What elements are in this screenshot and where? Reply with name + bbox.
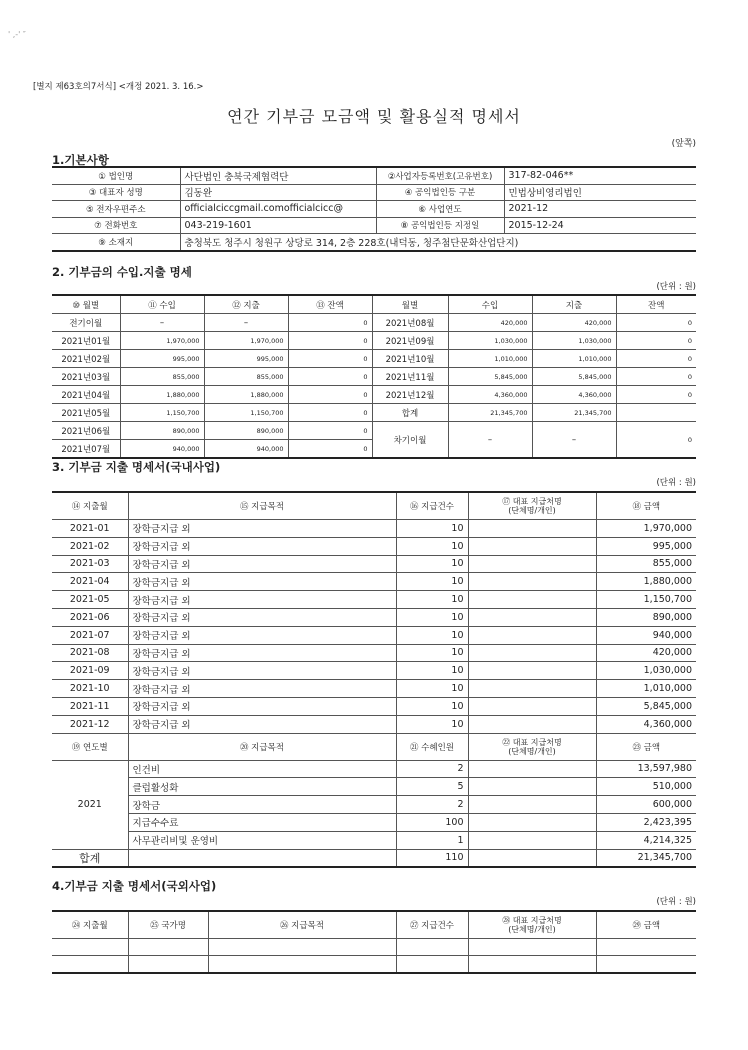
recipient-cell	[468, 813, 596, 831]
month-cell: 2021년06월	[52, 422, 120, 440]
balance-cell: 0	[616, 350, 696, 368]
column-header: 월별	[372, 295, 448, 314]
header-row	[52, 733, 696, 760]
total-label: 합계	[52, 849, 128, 867]
count-cell: 10	[396, 537, 468, 555]
empty-cell	[396, 939, 468, 956]
field-value: 민법상비영리법인	[504, 184, 696, 201]
purpose-cell: 사무관리비및 운영비	[128, 831, 396, 849]
balance-cell: 0	[616, 332, 696, 350]
month-cell: 2021년12월	[372, 386, 448, 404]
section2-heading: 2. 기부금의 수입.지출 명세	[52, 265, 192, 279]
empty-cell	[128, 956, 208, 974]
column-header: ⑬ 잔액	[288, 295, 372, 314]
month-cell: 2021-01	[52, 520, 128, 538]
table-row	[52, 555, 696, 573]
month-cell: 2021-12	[52, 715, 128, 733]
month-cell: 2021년11월	[372, 368, 448, 386]
count-cell: 10	[396, 608, 468, 626]
column-header: 잔액	[616, 295, 696, 314]
header-row	[52, 295, 696, 314]
expense-cell: 420,000	[532, 314, 616, 332]
info-row	[52, 167, 696, 184]
column-header: ⑭ 지출월	[52, 492, 128, 520]
column-header: ⑰ 대표 지급처명 (단체명/개인)	[468, 492, 596, 520]
field-label: ⑥ 사업연도	[376, 201, 504, 218]
basic-info-table	[52, 166, 696, 252]
balance-cell: 0	[288, 440, 372, 459]
table-row	[52, 608, 696, 626]
count-cell: 10	[396, 715, 468, 733]
table-row	[52, 626, 696, 644]
expense-cell: 5,845,000	[532, 368, 616, 386]
year-cell: 2021	[52, 760, 128, 849]
count-cell: 10	[396, 662, 468, 680]
field-value: 김동완	[180, 184, 376, 201]
income-cell: 1,880,000	[120, 386, 204, 404]
expense-cell: 1,970,000	[204, 332, 288, 350]
page-side-label: (앞쪽)	[671, 139, 696, 149]
income-cell: 1,030,000	[448, 332, 532, 350]
amount-cell: 420,000	[596, 644, 696, 662]
table-row	[52, 831, 696, 849]
table-row	[52, 813, 696, 831]
recipient-cell	[468, 796, 596, 814]
overseas-expense-table	[52, 910, 696, 974]
count-cell: 10	[396, 644, 468, 662]
expense-cell: –	[532, 422, 616, 459]
purpose-cell: 장학금지급 외	[128, 608, 396, 626]
amount-cell: 940,000	[596, 626, 696, 644]
expense-cell: 1,030,000	[532, 332, 616, 350]
balance-cell: 0	[288, 404, 372, 422]
count-cell: 2	[396, 760, 468, 778]
recipient-cell	[468, 849, 596, 867]
column-header: ㉕ 국가명	[128, 911, 208, 939]
count-cell: 5	[396, 778, 468, 796]
field-value: 2015-12-24	[504, 217, 696, 234]
amount-cell: 995,000	[596, 537, 696, 555]
month-cell: 2021-03	[52, 555, 128, 573]
total-row	[52, 849, 696, 867]
field-value: 317-82-046**	[504, 167, 696, 184]
empty-cell	[396, 956, 468, 974]
empty-cell	[208, 956, 396, 974]
month-cell: 2021-02	[52, 537, 128, 555]
count-cell: 10	[396, 697, 468, 715]
info-row	[52, 184, 696, 201]
header-row	[52, 911, 696, 939]
field-label: ⑨ 소재지	[52, 234, 180, 251]
table-row	[52, 644, 696, 662]
field-label: ④ 공익법인등 구분	[376, 184, 504, 201]
field-label: ⑤ 전자우편주소	[52, 201, 180, 218]
purpose-cell: 인건비	[128, 760, 396, 778]
column-header: ⑫ 지출	[204, 295, 288, 314]
amount-cell: 510,000	[596, 778, 696, 796]
income-cell: 940,000	[120, 440, 204, 459]
field-value: 충청북도 청주시 청원구 상당로 314, 2층 228호(내덕동, 청주첨단문화산업단지)	[180, 234, 696, 251]
column-header: 수입	[448, 295, 532, 314]
column-header: ㉓ 금액	[596, 733, 696, 760]
amount-cell: 4,214,325	[596, 831, 696, 849]
amount-cell: 5,845,000	[596, 697, 696, 715]
empty-cell	[52, 939, 128, 956]
empty-cell	[596, 939, 696, 956]
recipient-cell	[468, 608, 596, 626]
income-cell: 1,010,000	[448, 350, 532, 368]
table-row	[52, 573, 696, 591]
empty-cell	[596, 956, 696, 974]
table-row	[52, 386, 696, 404]
table-row	[52, 715, 696, 733]
section3-heading: 3. 기부금 지출 명세서(국내사업)	[52, 460, 221, 474]
empty-cell	[128, 939, 208, 956]
month-cell: 합계	[372, 404, 448, 422]
month-cell: 2021-04	[52, 573, 128, 591]
total-count: 110	[396, 849, 468, 867]
month-cell: 2021-05	[52, 591, 128, 609]
amount-cell: 1,880,000	[596, 573, 696, 591]
month-cell: 2021-07	[52, 626, 128, 644]
field-label: ① 법인명	[52, 167, 180, 184]
table-row	[52, 332, 696, 350]
income-cell: 4,360,000	[448, 386, 532, 404]
table-row	[52, 537, 696, 555]
month-cell: 2021년03월	[52, 368, 120, 386]
column-header: ㉗ 지급건수	[396, 911, 468, 939]
month-cell: 차기이월	[372, 422, 448, 459]
table-row	[52, 939, 696, 956]
table-row	[52, 422, 696, 440]
month-cell: 2021-11	[52, 697, 128, 715]
month-cell: 2021년07월	[52, 440, 120, 459]
income-cell: 1,150,700	[120, 404, 204, 422]
column-header: ㉒ 대표 지급처명 (단체명/개인)	[468, 733, 596, 760]
income-cell: 890,000	[120, 422, 204, 440]
balance-cell	[616, 404, 696, 422]
empty-cell	[52, 956, 128, 974]
balance-cell: 0	[288, 368, 372, 386]
section2-unit: (단위 : 원)	[656, 282, 696, 292]
column-header: ㉑ 수혜인원	[396, 733, 468, 760]
income-cell: 995,000	[120, 350, 204, 368]
field-label: ⑦ 전화번호	[52, 217, 180, 234]
purpose-cell: 장학금지급 외	[128, 715, 396, 733]
amount-cell: 1,030,000	[596, 662, 696, 680]
amount-cell: 855,000	[596, 555, 696, 573]
balance-cell: 0	[616, 422, 696, 459]
amount-cell: 1,150,700	[596, 591, 696, 609]
info-row	[52, 234, 696, 251]
month-cell: 2021년05월	[52, 404, 120, 422]
amount-cell: 890,000	[596, 608, 696, 626]
expense-cell: 21,345,700	[532, 404, 616, 422]
recipient-cell	[468, 591, 596, 609]
purpose-cell: 장학금지급 외	[128, 626, 396, 644]
income-expense-table	[52, 294, 696, 459]
table-row	[52, 956, 696, 974]
count-cell: 100	[396, 813, 468, 831]
section1-heading: 1.기본사항	[52, 153, 109, 167]
balance-cell: 0	[288, 350, 372, 368]
table-row	[52, 591, 696, 609]
expense-cell: 855,000	[204, 368, 288, 386]
purpose-cell: 장학금지급 외	[128, 537, 396, 555]
count-cell: 10	[396, 680, 468, 698]
recipient-cell	[468, 760, 596, 778]
recipient-cell	[468, 715, 596, 733]
domestic-expense-table	[52, 491, 696, 868]
count-cell: 1	[396, 831, 468, 849]
balance-cell: 0	[616, 386, 696, 404]
empty-cell	[208, 939, 396, 956]
month-cell: 2021-08	[52, 644, 128, 662]
column-header: ⑱ 금액	[596, 492, 696, 520]
income-cell: 5,845,000	[448, 368, 532, 386]
expense-cell: 4,360,000	[532, 386, 616, 404]
expense-cell: 1,150,700	[204, 404, 288, 422]
column-header: ㉙ 금액	[596, 911, 696, 939]
income-cell: 1,970,000	[120, 332, 204, 350]
month-cell: 전기이월	[52, 314, 120, 332]
field-label: ②사업자등록번호(고유번호)	[376, 167, 504, 184]
balance-cell: 0	[616, 368, 696, 386]
purpose-cell: 장학금지급 외	[128, 573, 396, 591]
column-header: ⑳ 지급목적	[128, 733, 396, 760]
balance-cell: 0	[288, 386, 372, 404]
field-label: ⑧ 공익법인등 지정일	[376, 217, 504, 234]
month-cell: 2021년01월	[52, 332, 120, 350]
expense-cell: 1,010,000	[532, 350, 616, 368]
table-row	[52, 697, 696, 715]
header-row	[52, 492, 696, 520]
month-cell: 2021년10월	[372, 350, 448, 368]
income-cell: 21,345,700	[448, 404, 532, 422]
recipient-cell	[468, 644, 596, 662]
balance-cell: 0	[288, 332, 372, 350]
expense-cell: –	[204, 314, 288, 332]
expense-cell: 890,000	[204, 422, 288, 440]
purpose-cell: 장학금지급 외	[128, 662, 396, 680]
recipient-cell	[468, 555, 596, 573]
column-header: ㉘ 대표 지급처명 (단체명/개인)	[468, 911, 596, 939]
purpose-cell: 장학금지급 외	[128, 591, 396, 609]
purpose-cell: 장학금지급 외	[128, 520, 396, 538]
info-row	[52, 217, 696, 234]
scan-marks: ' ,-' ″	[8, 30, 26, 39]
table-row	[52, 778, 696, 796]
column-header: ⑯ 지급건수	[396, 492, 468, 520]
amount-cell: 4,360,000	[596, 715, 696, 733]
recipient-cell	[468, 626, 596, 644]
section3-unit: (단위 : 원)	[656, 478, 696, 488]
table-row	[52, 350, 696, 368]
field-label: ③ 대표자 성명	[52, 184, 180, 201]
recipient-cell	[468, 573, 596, 591]
amount-cell: 13,597,980	[596, 760, 696, 778]
expense-cell: 940,000	[204, 440, 288, 459]
column-header: ⑮ 지급목적	[128, 492, 396, 520]
purpose-cell: 지급수수료	[128, 813, 396, 831]
recipient-cell	[468, 537, 596, 555]
page-title: 연간 기부금 모금액 및 활용실적 명세서	[227, 107, 521, 126]
balance-cell: 0	[616, 314, 696, 332]
total-amount: 21,345,700	[596, 849, 696, 867]
amount-cell: 2,423,395	[596, 813, 696, 831]
info-row	[52, 201, 696, 218]
income-cell: –	[448, 422, 532, 459]
column-header: ⑲ 연도별	[52, 733, 128, 760]
table-row	[52, 680, 696, 698]
count-cell: 10	[396, 520, 468, 538]
balance-cell: 0	[288, 314, 372, 332]
table-row	[52, 368, 696, 386]
column-header: 지출	[532, 295, 616, 314]
purpose-cell: 장학금	[128, 796, 396, 814]
field-value: officialciccgmail.comofficialcicc@	[180, 201, 376, 218]
month-cell: 2021년08월	[372, 314, 448, 332]
month-cell: 2021년09월	[372, 332, 448, 350]
recipient-cell	[468, 697, 596, 715]
recipient-cell	[468, 680, 596, 698]
count-cell: 10	[396, 626, 468, 644]
purpose-cell: 장학금지급 외	[128, 555, 396, 573]
column-header: ⑪ 수입	[120, 295, 204, 314]
empty-cell	[468, 939, 596, 956]
recipient-cell	[468, 662, 596, 680]
month-cell: 2021-09	[52, 662, 128, 680]
purpose-cell: 장학금지급 외	[128, 697, 396, 715]
recipient-cell	[468, 520, 596, 538]
count-cell: 10	[396, 573, 468, 591]
field-value: 사단법인 충북국제협력단	[180, 167, 376, 184]
table-row	[52, 404, 696, 422]
recipient-cell	[468, 831, 596, 849]
month-cell: 2021-06	[52, 608, 128, 626]
table-row	[52, 796, 696, 814]
amount-cell: 1,970,000	[596, 520, 696, 538]
table-row	[52, 662, 696, 680]
balance-cell: 0	[288, 422, 372, 440]
purpose-cell: 클럽활성화	[128, 778, 396, 796]
income-cell: 855,000	[120, 368, 204, 386]
section4-heading: 4.기부금 지출 명세서(국외사업)	[52, 879, 217, 893]
expense-cell: 995,000	[204, 350, 288, 368]
month-cell: 2021-10	[52, 680, 128, 698]
form-number: [별지 제63호의7서식] <개정 2021. 3. 16.>	[33, 82, 204, 92]
field-value: 043-219-1601	[180, 217, 376, 234]
purpose-cell: 장학금지급 외	[128, 680, 396, 698]
column-header: ⑩ 월별	[52, 295, 120, 314]
purpose-cell	[128, 849, 396, 867]
recipient-cell	[468, 778, 596, 796]
expense-cell: 1,880,000	[204, 386, 288, 404]
column-header: ㉔ 지출월	[52, 911, 128, 939]
count-cell: 10	[396, 591, 468, 609]
count-cell: 2	[396, 796, 468, 814]
income-cell: –	[120, 314, 204, 332]
table-row	[52, 314, 696, 332]
month-cell: 2021년04월	[52, 386, 120, 404]
purpose-cell: 장학금지급 외	[128, 644, 396, 662]
section4-unit: (단위 : 원)	[656, 897, 696, 907]
amount-cell: 1,010,000	[596, 680, 696, 698]
empty-cell	[468, 956, 596, 974]
column-header: ㉖ 지급목적	[208, 911, 396, 939]
table-row	[52, 520, 696, 538]
month-cell: 2021년02월	[52, 350, 120, 368]
count-cell: 10	[396, 555, 468, 573]
table-row	[52, 760, 696, 778]
income-cell: 420,000	[448, 314, 532, 332]
field-value: 2021-12	[504, 201, 696, 218]
amount-cell: 600,000	[596, 796, 696, 814]
